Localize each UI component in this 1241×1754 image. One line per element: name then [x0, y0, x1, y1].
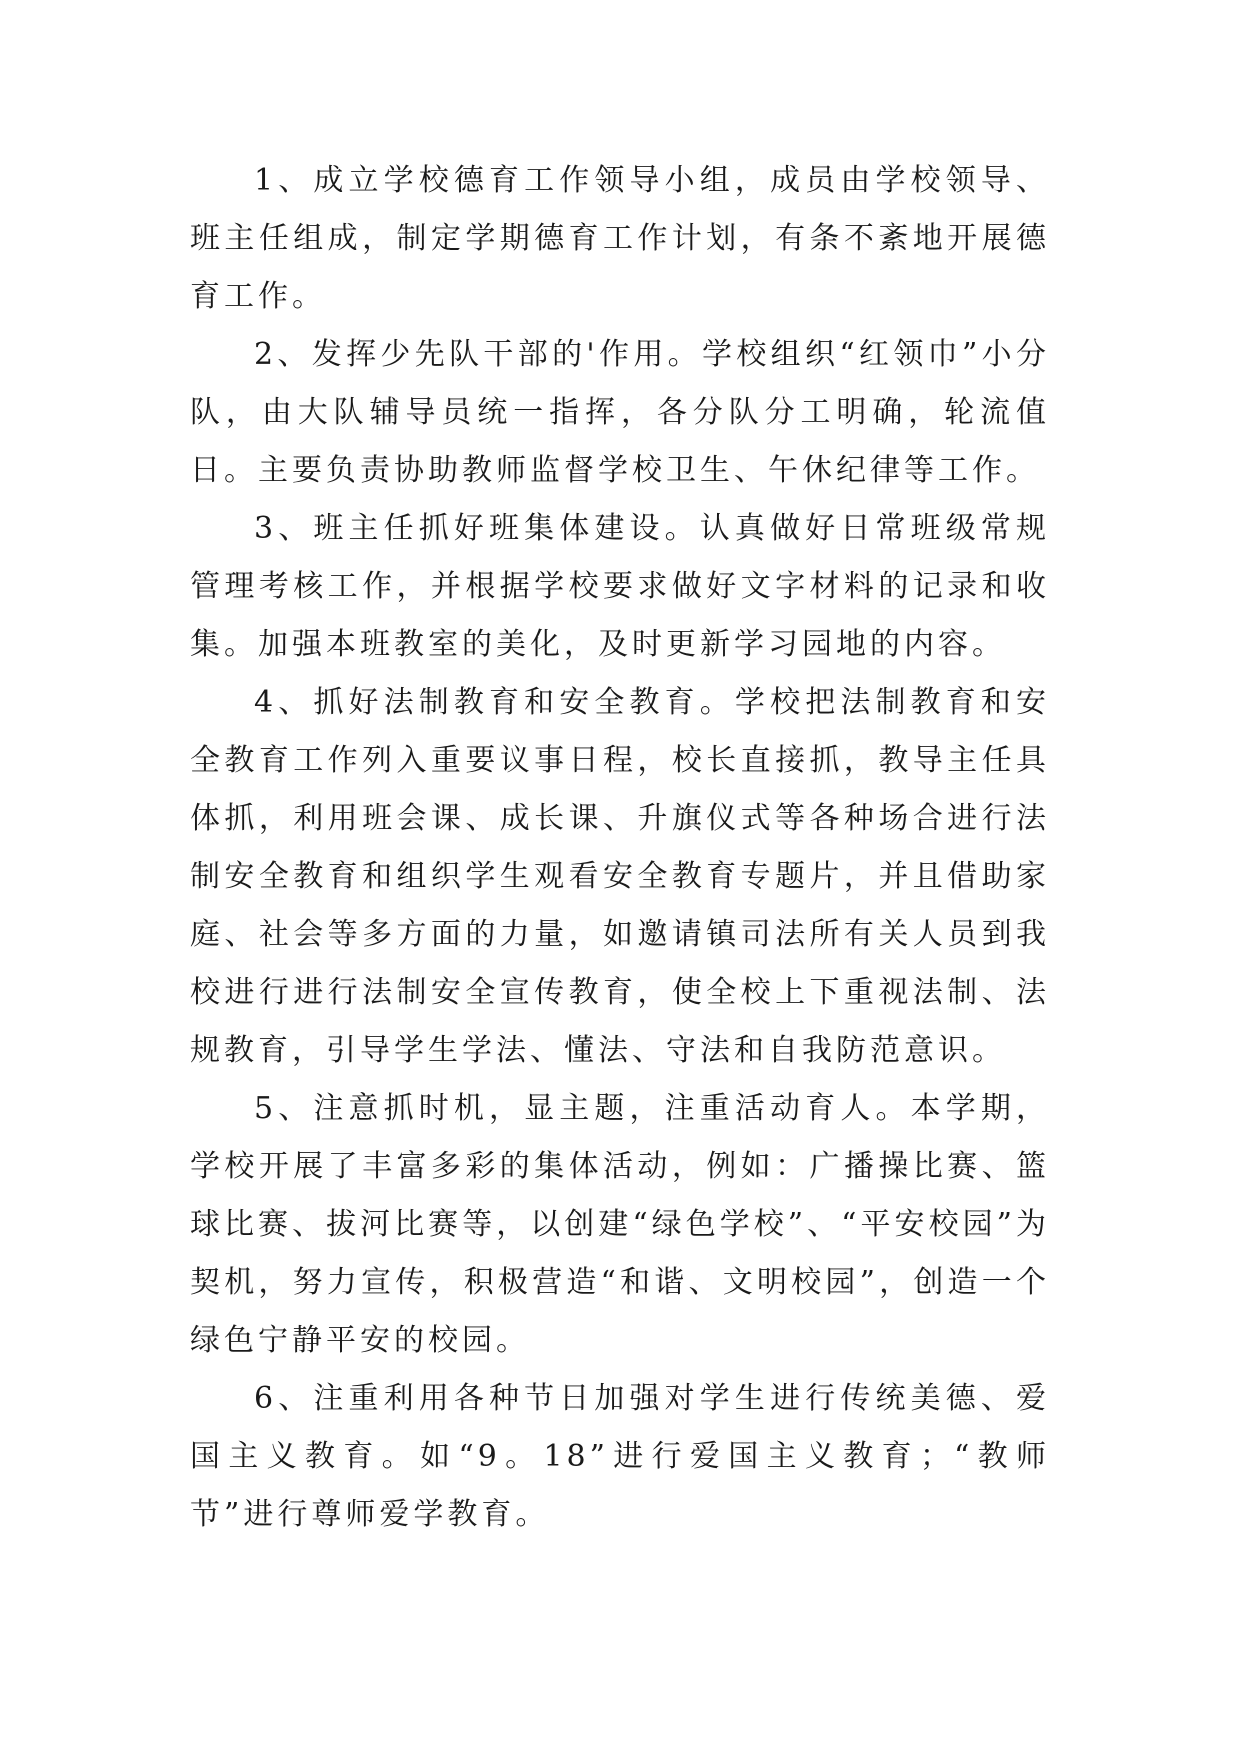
- paragraph-2: 2、发挥少先队干部的'作用。学校组织“红领巾”小分队，由大队辅导员统一指挥，各分队分工明确，轮流值日。主要负责协助教师监督学校卫生、午休纪律等工作。: [190, 337, 1050, 488]
- paragraph-5: 5、注意抓时机，显主题，注重活动育人。本学期，学校开展了丰富多彩的集体活动，例如：广播操比赛、篮球比赛、拔河比赛等，以创建“绿色学校”、“平安校园”为契机，努力宣传，积极营造“和谐、文明校园”，创造一个绿色宁静平安的校园。: [190, 1091, 1050, 1358]
- document-body: [190, 152, 1050, 1544]
- paragraph-6: 6、注重利用各种节日加强对学生进行传统美德、爱国主义教育。如“9。18”进行爱国主义教育；“教师节”进行尊师爱学教育。: [190, 1381, 1050, 1532]
- paragraph-3: 3、班主任抓好班集体建设。认真做好日常班级常规管理考核工作，并根据学校要求做好文字材料的记录和收集。加强本班教室的美化，及时更新学习园地的内容。: [190, 511, 1050, 662]
- paragraph-1: 1、成立学校德育工作领导小组，成员由学校领导、班主任组成，制定学期德育工作计划，有条不紊地开展德育工作。: [190, 163, 1050, 314]
- paragraph-4: 4、抓好法制教育和安全教育。学校把法制教育和安全教育工作列入重要议事日程，校长直接抓，教导主任具体抓，利用班会课、成长课、升旗仪式等各种场合进行法制安全教育和组织学生观看安全教育专题片，并且借助家庭、社会等多方面的力量，如邀请镇司法所有关人员到我校进行进行法制安全宣传教育，使全校上下重视法制、法规教育，引导学生学法、懂法、守法和自我防范意识。: [190, 685, 1050, 1068]
